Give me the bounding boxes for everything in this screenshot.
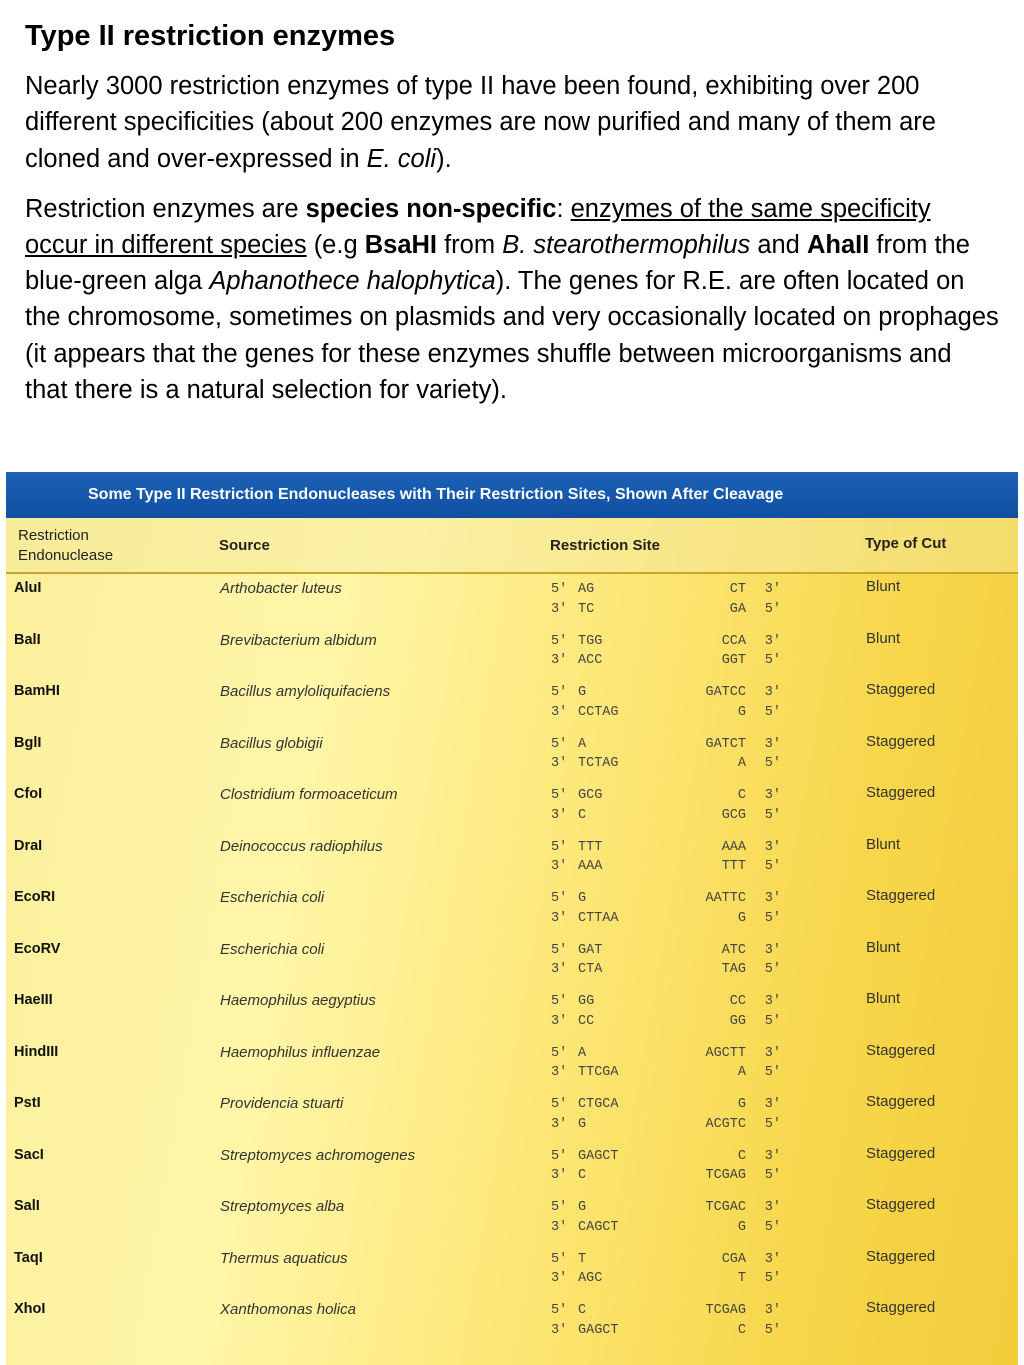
restriction-site: [551, 838, 781, 877]
prime-label: 3′: [551, 601, 568, 617]
prime-label: 5′: [551, 788, 568, 803]
cut-type: Blunt: [866, 629, 901, 647]
prime-label: 3′: [551, 807, 568, 823]
prime-label: 5′: [551, 582, 568, 597]
restriction-site: [551, 992, 781, 1031]
seq-left: TC: [578, 601, 595, 617]
p2-t13: ). The genes for R.E. are often located on the chromosome, sometimes on plasmids and very occasionally located on prophages (it appears that the genes for these enzymes shuffle between microorganisms and that there is a natural selection for variety).: [25, 267, 999, 404]
page-heading: Type II restriction enzymes: [25, 20, 396, 52]
prime-label: 3′: [764, 633, 781, 649]
restriction-site: [551, 786, 781, 825]
enzyme-name: SalI: [14, 1198, 40, 1214]
site-top-strand: [551, 941, 781, 961]
seq-right: C: [737, 788, 746, 803]
enzyme-name: BglI: [14, 734, 42, 751]
prime-label: 5′: [764, 1116, 781, 1132]
prime-label: 5′: [764, 1219, 781, 1235]
seq-right: CGA: [721, 1251, 746, 1267]
source-organism: Bacillus amyloliquifaciens: [220, 683, 391, 700]
para1-text-c: ).: [436, 144, 452, 173]
cut-type: Blunt: [866, 835, 901, 853]
p2-t2: species non-specific: [305, 194, 557, 223]
seq-left: AGC: [578, 1271, 603, 1286]
restriction-site: [551, 889, 781, 928]
enzyme-name: DraI: [14, 837, 43, 854]
site-bottom-strand: [551, 1218, 781, 1238]
prime-label: 3′: [764, 891, 781, 906]
prime-label: 5′: [764, 1322, 781, 1338]
source-organism: Xanthomonas holica: [220, 1301, 356, 1318]
source-organism: Providencia stuarti: [220, 1095, 344, 1112]
seq-left: CTGCA: [578, 1097, 619, 1112]
table-row: [6, 1244, 1018, 1296]
cut-type: Staggered: [866, 1041, 936, 1059]
cut-type: Staggered: [866, 1093, 936, 1110]
header-cut: Type of Cut: [865, 535, 947, 552]
site-bottom-strand: [551, 1063, 781, 1083]
enzyme-name: HindIII: [14, 1043, 59, 1060]
enzyme-name: EcoRI: [14, 889, 56, 905]
cut-type: Blunt: [866, 938, 901, 956]
p2-t8: B. stearothermophilus: [502, 231, 751, 260]
seq-right: TCGAG: [705, 1303, 746, 1318]
prime-label: 3′: [551, 704, 568, 720]
site-bottom-strand: [551, 651, 781, 671]
seq-left: TTCGA: [578, 1065, 619, 1080]
prime-label: 3′: [764, 788, 781, 803]
seq-left: CCTAG: [578, 704, 619, 720]
site-top-strand: [551, 683, 781, 703]
seq-right: T: [737, 1271, 746, 1286]
site-bottom-strand: [551, 806, 781, 826]
prime-label: 3′: [551, 1322, 568, 1338]
seq-right: CCA: [721, 633, 746, 649]
site-top-strand: [551, 1147, 781, 1167]
header-source: Source: [219, 537, 270, 554]
restriction-site: [551, 735, 781, 774]
seq-left: G: [578, 685, 587, 700]
prime-label: 3′: [551, 1168, 568, 1183]
paragraph-specificity: [25, 191, 1000, 408]
prime-label: 5′: [764, 704, 781, 720]
table-row: [6, 1192, 1018, 1244]
site-top-strand: [551, 1044, 781, 1064]
restriction-site: [551, 1147, 781, 1186]
seq-right: G: [737, 1097, 746, 1112]
seq-left: GAGCT: [578, 1148, 619, 1164]
text-block: [25, 18, 1000, 422]
restriction-site: [551, 1044, 781, 1083]
seq-left: GG: [578, 994, 595, 1009]
restriction-site: [551, 683, 781, 722]
seq-right: TAG: [721, 962, 746, 977]
seq-right: C: [737, 1148, 746, 1164]
seq-right: AAA: [721, 839, 746, 855]
prime-label: 3′: [764, 942, 781, 958]
seq-left: CAGCT: [578, 1219, 619, 1235]
source-organism: Thermus aquaticus: [220, 1249, 348, 1267]
prime-label: 3′: [551, 962, 568, 977]
cut-type: Staggered: [866, 1144, 936, 1162]
site-bottom-strand: [551, 960, 781, 980]
table-row: [6, 677, 1018, 729]
seq-right: GG: [729, 1013, 746, 1029]
seq-right: C: [737, 1322, 746, 1338]
prime-label: 5′: [764, 910, 781, 926]
prime-label: 3′: [764, 685, 781, 700]
enzyme-name: AluI: [14, 580, 42, 596]
site-top-strand: [551, 735, 781, 755]
seq-left: TCTAG: [578, 756, 619, 771]
source-organism: Clostridium formoaceticum: [220, 786, 398, 803]
seq-left: CC: [578, 1013, 595, 1029]
seq-left: GCG: [578, 788, 603, 803]
cut-type: Staggered: [866, 732, 936, 750]
prime-label: 3′: [764, 1097, 781, 1112]
restriction-site: [551, 1198, 781, 1237]
p2-t7: from: [437, 231, 503, 260]
site-top-strand: [551, 838, 781, 858]
seq-right: G: [737, 910, 746, 926]
seq-right: AATTC: [705, 891, 746, 906]
prime-label: 3′: [551, 1271, 568, 1286]
site-top-strand: [551, 632, 781, 652]
site-bottom-strand: [551, 1269, 781, 1289]
paragraph-intro: [25, 68, 1000, 177]
site-top-strand: [551, 992, 781, 1012]
prime-label: 5′: [551, 736, 568, 752]
site-bottom-strand: [551, 1115, 781, 1135]
seq-left: C: [578, 807, 587, 823]
cut-type: Staggered: [866, 887, 936, 904]
prime-label: 3′: [764, 582, 781, 597]
restriction-site: [551, 1095, 781, 1134]
table-row: [6, 1089, 1018, 1141]
seq-left: A: [578, 736, 587, 752]
restriction-site: [551, 632, 781, 671]
p2-t11: from the blue-green alga: [25, 231, 970, 296]
seq-right: GA: [729, 601, 746, 617]
seq-right: GCG: [721, 807, 746, 823]
site-bottom-strand: [551, 703, 781, 723]
cut-type: Blunt: [866, 990, 901, 1007]
seq-left: GAT: [578, 942, 603, 958]
enzyme-name: SacI: [14, 1146, 44, 1163]
prime-label: 3′: [764, 839, 781, 855]
prime-label: 5′: [551, 994, 568, 1009]
prime-label: 5′: [764, 1065, 781, 1080]
source-organism: Deinococcus radiophilus: [220, 837, 383, 855]
table-row: [6, 883, 1018, 935]
p2-t6: BsaHI: [364, 231, 438, 260]
seq-left: G: [578, 1200, 587, 1215]
source-organism: Bacillus globigii: [220, 734, 323, 752]
prime-label: 5′: [551, 1097, 568, 1112]
site-top-strand: [551, 786, 781, 806]
table-title: Some Type II Restriction Endonucleases with Their Restriction Sites, Shown After Cleavage: [6, 472, 1018, 518]
table-body: [6, 574, 1018, 1347]
prime-label: 5′: [551, 685, 568, 700]
seq-left: C: [578, 1303, 587, 1318]
seq-left: G: [578, 1116, 587, 1132]
seq-left: G: [578, 891, 587, 906]
prime-label: 5′: [551, 1251, 568, 1267]
source-organism: Brevibacterium albidum: [220, 631, 377, 649]
restriction-table-figure: [6, 472, 1018, 1365]
prime-label: 5′: [764, 601, 781, 617]
site-bottom-strand: [551, 1012, 781, 1032]
source-organism: Arthobacter luteus: [220, 580, 342, 597]
site-top-strand: [551, 1301, 781, 1321]
seq-right: TCGAG: [705, 1168, 746, 1183]
prime-label: 5′: [551, 633, 568, 649]
restriction-site: [551, 1250, 781, 1289]
table-row: [6, 780, 1018, 832]
prime-label: 3′: [551, 859, 568, 874]
p2-t1: Restriction enzymes are: [25, 194, 306, 223]
prime-label: 3′: [551, 910, 568, 926]
seq-left: TTT: [578, 839, 603, 855]
prime-label: 3′: [551, 1219, 568, 1235]
site-top-strand: [551, 889, 781, 909]
site-top-strand: [551, 1250, 781, 1270]
table-row: [6, 1141, 1018, 1193]
seq-left: GAGCT: [578, 1322, 619, 1338]
prime-label: 5′: [551, 942, 568, 958]
seq-right: GATCC: [705, 685, 746, 700]
prime-label: 5′: [764, 756, 781, 771]
enzyme-name: EcoRV: [14, 940, 61, 957]
enzyme-name: TaqI: [14, 1249, 43, 1266]
source-organism: Escherichia coli: [220, 940, 325, 958]
source-organism: Streptomyces achromogenes: [220, 1146, 416, 1164]
seq-right: AGCTT: [705, 1045, 746, 1061]
enzyme-name: HaeIII: [14, 992, 53, 1008]
p2-t12: Aphanothece halophytica: [209, 267, 496, 296]
enzyme-name: PstI: [14, 1095, 41, 1111]
site-bottom-strand: [551, 754, 781, 774]
prime-label: 5′: [764, 807, 781, 823]
prime-label: 5′: [551, 1045, 568, 1061]
seq-left: AAA: [578, 859, 603, 874]
seq-right: A: [737, 756, 746, 771]
site-bottom-strand: [551, 1166, 781, 1186]
p2-t9: and: [750, 231, 807, 260]
table-row: [6, 1295, 1018, 1347]
seq-right: TCGAC: [705, 1200, 746, 1215]
seq-right: G: [737, 704, 746, 720]
seq-right: TTT: [721, 859, 746, 874]
seq-right: GATCT: [705, 736, 746, 752]
p2-t5: (e.g: [306, 231, 365, 260]
seq-left: T: [578, 1251, 587, 1267]
p2-t3: :: [556, 194, 571, 223]
seq-right: CC: [729, 994, 746, 1009]
table-row: [6, 729, 1018, 781]
seq-left: ACC: [578, 653, 603, 668]
restriction-site: [551, 580, 781, 619]
source-organism: Haemophilus influenzae: [220, 1043, 381, 1061]
header-site: Restriction Site: [550, 537, 661, 554]
p2-t10: AhaII: [806, 231, 870, 260]
source-organism: Haemophilus aegyptius: [220, 992, 376, 1009]
prime-label: 5′: [764, 962, 781, 977]
prime-label: 5′: [551, 1148, 568, 1164]
cut-type: Staggered: [866, 681, 936, 698]
seq-right: G: [737, 1219, 746, 1235]
seq-left: TGG: [578, 633, 603, 649]
prime-label: 3′: [764, 1303, 781, 1318]
enzyme-name: BamHI: [14, 683, 60, 699]
prime-label: 3′: [764, 1251, 781, 1267]
seq-right: A: [737, 1065, 746, 1080]
table-row: [6, 626, 1018, 678]
cut-type: Blunt: [866, 578, 901, 595]
prime-label: 3′: [551, 1013, 568, 1029]
prime-label: 3′: [551, 756, 568, 771]
seq-left: AG: [578, 582, 595, 597]
table-row: [6, 935, 1018, 987]
restriction-site: [551, 941, 781, 980]
prime-label: 3′: [764, 994, 781, 1009]
enzyme-name: CfoI: [14, 786, 43, 802]
para1-text-a: Nearly 3000 restriction enzymes of type II have been found, exhibiting over 200 different specificities (about 200 enzymes are now purified and many of them are cloned and over-expressed in: [25, 72, 936, 173]
prime-label: 5′: [764, 1013, 781, 1029]
seq-right: ACGTC: [705, 1116, 746, 1132]
prime-label: 3′: [764, 1148, 781, 1164]
site-bottom-strand: [551, 600, 781, 620]
seq-right: CT: [729, 582, 746, 597]
seq-left: CTA: [578, 962, 603, 977]
seq-right: ATC: [721, 942, 746, 958]
source-organism: Escherichia coli: [220, 889, 325, 906]
source-organism: Streptomyces alba: [220, 1198, 345, 1215]
para1-species: E. coli: [366, 144, 437, 173]
cut-type: Staggered: [866, 1247, 936, 1265]
cut-type: Staggered: [866, 784, 936, 801]
cut-type: Staggered: [866, 1299, 936, 1316]
cut-type: Staggered: [866, 1196, 936, 1213]
prime-label: 5′: [764, 859, 781, 874]
prime-label: 5′: [764, 1271, 781, 1286]
site-bottom-strand: [551, 909, 781, 929]
table-header: [6, 518, 1018, 574]
prime-label: 5′: [764, 653, 781, 668]
seq-right: GGT: [721, 653, 746, 668]
site-top-strand: [551, 1095, 781, 1115]
header-enzyme: [18, 526, 113, 565]
enzyme-name: XhoI: [14, 1301, 46, 1317]
prime-label: 5′: [551, 839, 568, 855]
restriction-site: [551, 1301, 781, 1340]
prime-label: 3′: [551, 1065, 568, 1080]
site-top-strand: [551, 580, 781, 600]
prime-label: 3′: [764, 1045, 781, 1061]
prime-label: 5′: [551, 1303, 568, 1318]
p2-t4: enzymes of the same specificity occur in different species: [25, 194, 931, 260]
header-enzyme-line1: Restriction: [18, 527, 89, 544]
table-row: [6, 574, 1018, 626]
header-enzyme-line2: Endonuclease: [18, 546, 114, 564]
site-top-strand: [551, 1198, 781, 1218]
seq-left: C: [578, 1168, 587, 1183]
seq-left: A: [578, 1045, 587, 1061]
seq-left: CTTAA: [578, 910, 619, 926]
prime-label: 3′: [551, 653, 568, 668]
prime-label: 5′: [764, 1168, 781, 1183]
table-row: [6, 986, 1018, 1038]
site-bottom-strand: [551, 1321, 781, 1341]
site-bottom-strand: [551, 857, 781, 877]
table-row: [6, 1038, 1018, 1090]
prime-label: 3′: [764, 736, 781, 752]
prime-label: 3′: [764, 1200, 781, 1215]
table-row: [6, 832, 1018, 884]
prime-label: 5′: [551, 891, 568, 906]
prime-label: 5′: [551, 1200, 568, 1215]
prime-label: 3′: [551, 1116, 568, 1132]
enzyme-name: BalI: [14, 631, 41, 648]
